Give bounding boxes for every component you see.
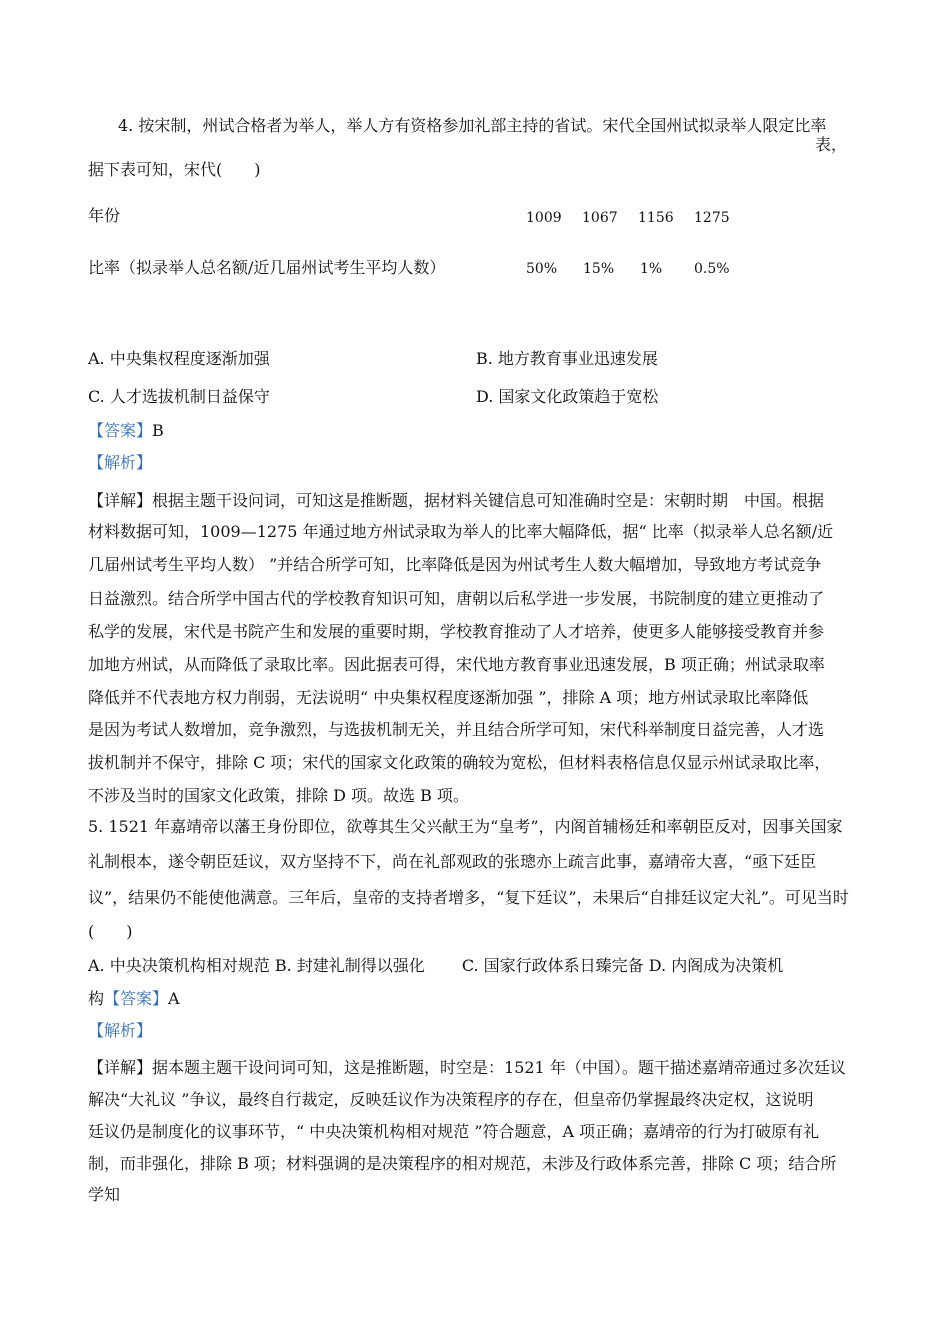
q4-answer: [88, 420, 164, 442]
detail-text: 据本题主题干设问词可知，这是推断题，时空是：1521 年（中国）。题干描述嘉靖帝通过多次廷议: [152, 1058, 846, 1077]
q4-detail-line: 降低并不代表地方权力削弱，无法说明“ 中央集权程度逐渐加强 ”，排除 A 项；地方州试录取比率降低: [88, 688, 809, 707]
detail-text: 根据主题干设问词，可知这是推断题，据材料关键信息可知准确时空是：宋朝时期 中国。根据: [152, 491, 825, 510]
q4-detail-line: 日益激烈。结合所学中国古代的学校教育知识可知，唐朝以后私学进一步发展，书院制度的建立更推动了: [88, 589, 825, 608]
detail-label: 【详解】: [88, 1058, 153, 1077]
q4-detail-line: 几届州试考生平均人数） ”并结合所学可知，比率降低是因为州试考生人数大幅增加，导致地方考试竞争: [88, 555, 822, 574]
table-row2-label: 比率（拟录举人总名额/近几届州试考生平均人数）: [88, 258, 446, 277]
answer-value: A: [168, 989, 180, 1008]
q4-analysis-label: 【解析】: [88, 453, 153, 472]
q5-stem-line: 礼制根本，遂令朝臣廷议，双方坚持不下，尚在礼部观政的张璁亦上疏言此事，嘉靖帝大喜，“亟下廷臣: [88, 852, 817, 871]
q4-detail-line: 加地方州试，从而降低了录取比率。因此据表可得，宋代地方教育事业迅速发展，B 项正确；州试录取率: [88, 655, 825, 674]
q5-stem-line: 5. 1521 年嘉靖帝以藩王身份即位，欲尊其生父兴献王为“皇考”，内阁首辅杨廷和率朝臣反对，因事关国家: [88, 817, 843, 836]
q4-detail-line: 拔机制并不保守，排除 C 项；宋代的国家文化政策的确较为宽松，但材料表格信息仅显示州试录取比率，: [88, 753, 831, 772]
q5-analysis-label: 【解析】: [88, 1021, 153, 1040]
q5-stem-line: ( ): [88, 922, 133, 941]
q4-stem-line1-tail: 表，: [815, 135, 848, 154]
table-row1-label: 年份: [88, 206, 121, 225]
table-rate-cell: 0.5%: [694, 261, 730, 277]
q5-detail-line: 学知: [88, 1185, 121, 1204]
q4-stem-line1: 4. 按宋制，州试合格者为举人，举人方有资格参加礼部主持的省试。宋代全国州试拟录举人限定比率: [118, 116, 827, 135]
table-rate-cell: 50%: [526, 261, 558, 277]
q5-options: A. 中央决策机构相对规范 B. 封建礼制得以强化 C. 国家行政体系日臻完备 D. 内阁成为决策机: [88, 956, 784, 975]
q5-detail-line: 廷议仍是制度化的议事环节，“ 中央决策机构相对规范 ”符合题意，A 项正确；嘉靖帝的行为打破原有礼: [88, 1122, 820, 1141]
q4-option-b: B. 地方教育事业迅速发展: [476, 349, 658, 368]
table-year-cell: 1156: [638, 210, 674, 226]
table-rate-cell: 1%: [640, 261, 663, 277]
q5-detail-line: 解决“大礼议 ”争议，最终自行裁定，反映廷议作为决策程序的存在，但皇帝仍掌握最终决定权，这说明: [88, 1090, 814, 1109]
q4-stem-line2: 据下表可知，宋代( ): [88, 160, 261, 179]
table-year-cell: 1067: [582, 210, 618, 226]
q4-detail-line: 不涉及当时的国家文化政策，排除 D 项。故选 B 项。: [88, 786, 469, 805]
q4-detail-line: [88, 490, 824, 512]
q4-detail-line: 私学的发展，宋代是书院产生和发展的重要时期，学校教育推动了人才培养，使更多人能够接受教育并参: [88, 622, 825, 641]
answer-value: B: [152, 421, 164, 440]
q5-detail-line: [88, 1057, 846, 1079]
detail-label: 【详解】: [88, 491, 153, 510]
q5-detail-line: 制，而非强化，排除 B 项；材料强调的是决策程序的相对规范，未涉及行政体系完善，排除 C 项；结合所: [88, 1154, 837, 1173]
answer-label: 【答案】: [88, 421, 153, 440]
answer-label: 【答案】: [104, 989, 169, 1008]
options-tail: 构: [88, 989, 105, 1008]
q4-option-c: C. 人才选拔机制日益保守: [88, 387, 270, 406]
table-year-cell: 1009: [526, 210, 562, 226]
q5-answer: [88, 988, 180, 1010]
q4-detail-line: 材料数据可知，1009—1275 年通过地方州试录取为举人的比率大幅降低，据“ 比率（拟录举人总名额/近: [88, 522, 834, 541]
q5-stem-line: 议”，结果仍不能使他满意。三年后，皇帝的支持者增多，“复下廷议”，未果后“自排廷议定大礼”。可见当时: [88, 888, 849, 907]
q4-option-a: A. 中央集权程度逐渐加强: [88, 349, 270, 368]
table-rate-cell: 15%: [583, 261, 615, 277]
table-year-cell: 1275: [694, 210, 730, 226]
q4-option-d: D. 国家文化政策趋于宽松: [476, 387, 659, 406]
q4-detail-line: 是因为考试人数增加，竞争激烈，与选拔机制无关，并且结合所学可知，宋代科举制度日益完善，人才选: [88, 720, 825, 739]
